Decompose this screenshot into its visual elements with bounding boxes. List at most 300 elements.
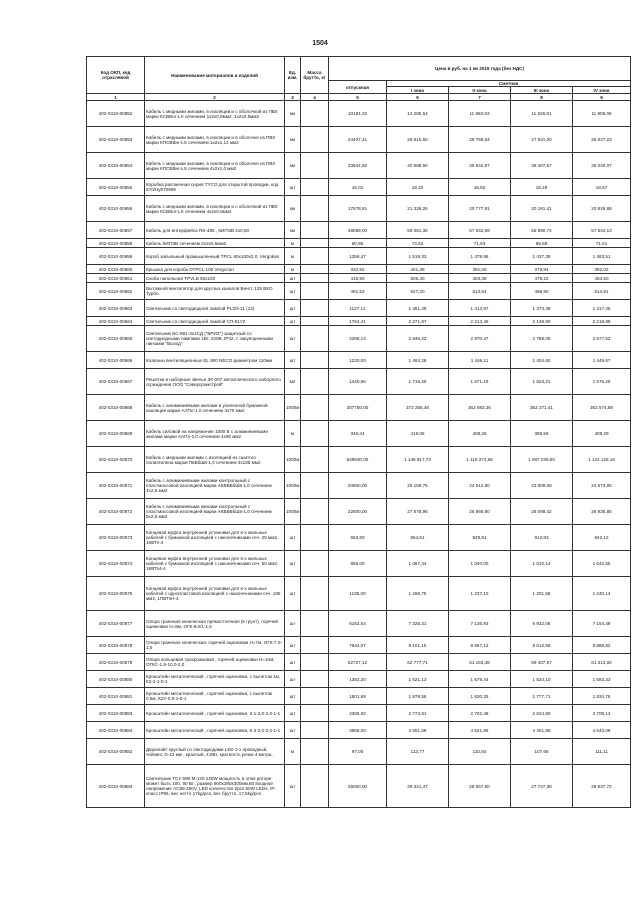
- price-zone-1: 864,51: [387, 525, 449, 551]
- table-row: [87, 179, 631, 196]
- price-zone-1: 1 148 917,72: [387, 447, 449, 473]
- price-zone-3: 1 010,14: [511, 551, 573, 577]
- price-zone-4: 514,91: [573, 283, 631, 300]
- table-row: [87, 127, 631, 153]
- price-release: 22800,00: [329, 499, 387, 525]
- price-zone-2: 362 683,36: [449, 395, 511, 421]
- item-code: 402-0310-00879: [87, 654, 145, 671]
- item-unit: шт: [285, 637, 301, 654]
- price-zone-1: 1 519,33: [387, 248, 449, 265]
- price-zone-3: 1 404,60: [511, 352, 573, 369]
- table-row: [87, 300, 631, 317]
- table-row: [87, 722, 631, 739]
- price-zone-4: 111,11: [573, 739, 631, 765]
- price-zone-3: 8 612,58: [511, 637, 573, 654]
- price-zone-1: 73,53: [387, 239, 449, 248]
- price-zone-4: 409,29: [573, 421, 631, 447]
- item-unit: шт: [285, 326, 301, 352]
- price-zone-3: 1 373,38: [511, 300, 573, 317]
- price-release: 16,02: [329, 179, 387, 196]
- table-row: [87, 705, 631, 722]
- price-zone-4: 1 583,33: [573, 671, 631, 688]
- item-unit: шт: [285, 671, 301, 688]
- price-release: 332,92: [329, 265, 387, 274]
- price-zone-4: 11 909,06: [573, 101, 631, 127]
- item-name: Кабель с медными жилами, в изоляции и в оболочке из ПВХ марки КПСВВнг-LS сечением 1х2х1,13 мм2: [145, 127, 285, 153]
- item-mass: [301, 127, 329, 153]
- header-price-title: Цена в руб. на 1 кв 2015 года (без НДС): [329, 57, 631, 81]
- item-code: 402-0310-00864: [87, 317, 145, 326]
- price-release: 60,95: [329, 239, 387, 248]
- item-mass: [301, 153, 329, 179]
- item-unit: шт: [285, 722, 301, 739]
- item-name: Кронштейн металлический , горячей оцинковки, с вылетом 1м, К2-1-1-0-1: [145, 671, 285, 688]
- price-release: 949830,00: [329, 447, 387, 473]
- price-zone-2: 7 136,93: [449, 611, 511, 637]
- price-zone-3: 1 777,71: [511, 688, 573, 705]
- item-mass: [301, 300, 329, 317]
- column-index: 7: [449, 94, 511, 101]
- item-name: Светильник TCУ 690 М-120 120W мощность в этом роторе может быть 100, 90 Вт., размер 900х390х300мм,80 входное напряжение AC85-250V, LED количество 2pcs 60W LEDs, IP-класс IP65, вес нетто 17kg/pcs, вес брутто. 17,5kg/pcs: [145, 765, 285, 808]
- column-index: 6: [387, 94, 449, 101]
- item-unit: шт: [285, 654, 301, 671]
- price-zone-1: 29 515,50: [387, 127, 449, 153]
- item-unit: шт: [285, 525, 301, 551]
- item-mass: [301, 577, 329, 611]
- item-mass: [301, 101, 329, 127]
- price-zone-2: 11 960,63: [449, 101, 511, 127]
- price-zone-4: 1 483,51: [573, 248, 631, 265]
- header-release: отпускная: [329, 81, 387, 94]
- table-row: [87, 196, 631, 222]
- item-name: Светильник БС-981-3х1СД ("БРИЗ") защитный со светодиодными лампами 1Вт, 220В, IP42, с закупоренными линзами "Выход": [145, 326, 285, 352]
- price-zone-4: 26 935,85: [573, 499, 631, 525]
- price-zone-1: 29 321,47: [387, 765, 449, 808]
- item-mass: [301, 421, 329, 447]
- item-code: 402-0310-00859: [87, 248, 145, 265]
- price-release: 3966,00: [329, 722, 387, 739]
- item-unit: шт: [285, 300, 301, 317]
- price-zone-1: 1 878,56: [387, 688, 449, 705]
- item-name: Кабель с алюминиевыми жилами контрольный с пластмассовой изоляцией марки АКВВБбШв-1,0 сечением 5х2,5 мм2: [145, 499, 285, 525]
- item-unit: м: [285, 265, 301, 274]
- price-zone-3: 59 407,57: [511, 654, 573, 671]
- item-name: Кабель с медными жилами, в изоляции и с оболочкой из ПВХ марки КСВВнг-LS сечением 1х2х0,8мм2, 1х2х0,5мм2: [145, 101, 285, 127]
- price-zone-4: 28 637,72: [573, 765, 631, 808]
- item-code: 402-0310-00855: [87, 179, 145, 196]
- price-zone-3: 27 931,00: [511, 127, 573, 153]
- price-release: 52727,12: [329, 654, 387, 671]
- price-release: 10184,32: [329, 101, 387, 127]
- price-release: 24407,41: [329, 127, 387, 153]
- item-mass: [301, 447, 329, 473]
- table-row: [87, 499, 631, 525]
- item-unit: шт: [285, 352, 301, 369]
- header-zone-1: I зона: [387, 87, 449, 94]
- item-code: 402-0310-00854: [87, 153, 145, 179]
- item-code: 402-0310-00877: [87, 611, 145, 637]
- price-zone-3: 18,29: [511, 179, 573, 196]
- table-row: [87, 239, 631, 248]
- item-name: Крышка для короба DTPCL 100 Vergocan: [145, 265, 285, 274]
- price-zone-1: 59 061,36: [387, 222, 449, 239]
- item-name: Кабель с медными жилами с изоляцией из сшитого полиэтилена марки ПвБбШв-1,0 сечением 4х185 мм2: [145, 447, 285, 473]
- price-zone-1: 1 269,75: [387, 577, 449, 611]
- table-row: [87, 671, 631, 688]
- item-name: Кабель с медными жилами, в изоляции и с оболочкой из ПВХ марки КСВВнг-LS сечением 4х2х0,8мм2: [145, 196, 285, 222]
- table-row: [87, 274, 631, 283]
- price-release: 955,00: [329, 551, 387, 577]
- price-zone-2: 39 542,87: [449, 153, 511, 179]
- price-release: 1127,12: [329, 300, 387, 317]
- price-release: 419,90: [329, 274, 387, 283]
- item-name: Кронштейн металлический , горячей оцинковки, К 1-2,0-2,0-1-1: [145, 705, 285, 722]
- item-mass: [301, 671, 329, 688]
- item-name: Концевая муфта внутренней установки для 4-х жильных кабелей с бумажной изоляцией с наконечниками сеч. 25 мм2, 1КВТп-4: [145, 525, 285, 551]
- item-mass: [301, 722, 329, 739]
- price-zone-2: 2 702,48: [449, 705, 511, 722]
- table-row: [87, 525, 631, 551]
- item-mass: [301, 222, 329, 239]
- table-row: [87, 317, 631, 326]
- header-unit: Ед. изм.: [285, 57, 301, 94]
- price-zone-4: 20 826,88: [573, 196, 631, 222]
- price-zone-2: 28 758,54: [449, 127, 511, 153]
- price-zone-4: 71,61: [573, 239, 631, 248]
- table-row: [87, 447, 631, 473]
- price-zone-2: 57 542,69: [449, 222, 511, 239]
- item-unit: км: [285, 127, 301, 153]
- price-zone-2: 20 777,91: [449, 196, 511, 222]
- table-row: [87, 473, 631, 499]
- item-name: Светильник со светодиодной лампой СП-51У2: [145, 317, 285, 326]
- price-zone-2: 1 830,25: [449, 688, 511, 705]
- table-row: [87, 283, 631, 300]
- item-unit: шт: [285, 317, 301, 326]
- price-release: 1440,66: [329, 369, 387, 395]
- item-code: 402-0310-00852: [87, 101, 145, 127]
- price-release: 1601,69: [329, 688, 387, 705]
- header-zone-2: II зона: [449, 87, 511, 94]
- price-zone-3: 55 890,74: [511, 222, 573, 239]
- price-zone-2: 391,06: [449, 265, 511, 274]
- item-code: 402-0310-00865: [87, 326, 145, 352]
- price-zone-1: 19,32: [387, 179, 449, 196]
- item-mass: [301, 395, 329, 421]
- item-code: 402-0310-00873: [87, 525, 145, 551]
- item-mass: [301, 326, 329, 352]
- price-zone-2: 1 237,10: [449, 577, 511, 611]
- table-row: [87, 637, 631, 654]
- price-zone-2: 4 531,96: [449, 722, 511, 739]
- item-code: 402-0310-00871: [87, 473, 145, 499]
- table-row: [87, 326, 631, 352]
- item-code: 402-0310-00872: [87, 499, 145, 525]
- item-unit: м: [285, 248, 301, 265]
- price-zone-4: 39 040,07: [573, 153, 631, 179]
- item-name: Светильник со светодиодной лампой PL3/3-11 (13): [145, 300, 285, 317]
- price-zone-2: 929,81: [449, 525, 511, 551]
- item-name: Вытяжной вентилятор для круглых каналов Вентс 125 ВКО Турбо.: [145, 283, 285, 300]
- price-zone-3: 23 809,08: [511, 473, 573, 499]
- item-code: 402-0310-00860: [87, 265, 145, 274]
- column-index: 9: [573, 94, 631, 101]
- item-mass: [301, 352, 329, 369]
- price-release: 1382,20: [329, 671, 387, 688]
- price-zone-2: 1 446,11: [449, 352, 511, 369]
- price-zone-1: 527,20: [387, 283, 449, 300]
- price-zone-1: 1 067,44: [387, 551, 449, 577]
- price-zone-1: 12 285,54: [387, 101, 449, 127]
- price-zone-3: 6 932,06: [511, 611, 573, 637]
- price-zone-4: 8 888,92: [573, 637, 631, 654]
- price-zone-4: 28 627,23: [573, 127, 631, 153]
- price-zone-3: 1 201,58: [511, 577, 573, 611]
- price-zone-4: 1 834,76: [573, 688, 631, 705]
- header-mass: Масса брутто, кг: [301, 57, 329, 94]
- item-name: Опора кольцевая трехрожковая , горячей оцинковки Н=10м, ОГКС-1,8-10.0-2,0: [145, 654, 285, 671]
- table-row: [87, 577, 631, 611]
- item-name: Опора граненая коническая, горячей оцинковки Н=7м, ОГК-7.0-1,5: [145, 637, 285, 654]
- price-zone-4: 1 122 126,16: [573, 447, 631, 473]
- table-row: [87, 739, 631, 765]
- price-release: 7644,07: [329, 637, 387, 654]
- header-name: Наименование материалов и изделий: [145, 57, 285, 94]
- item-name: Опора граненая коническая прямостоечная (в грунт), горячей оцинковки Н=8м, ОГК-6.0/1-1,5: [145, 611, 285, 637]
- price-zone-4: 494,60: [573, 274, 631, 283]
- item-mass: [301, 525, 329, 551]
- table-row: [87, 421, 631, 447]
- item-code: 402-0310-00870: [87, 447, 145, 473]
- table-row: [87, 369, 631, 395]
- item-unit: шт: [285, 179, 301, 196]
- price-zone-2: 493,38: [449, 274, 511, 283]
- price-release: 25000,00: [329, 765, 387, 808]
- item-code: 402-0310-00875: [87, 577, 145, 611]
- item-unit: м: [285, 421, 301, 447]
- price-zone-2: 2 870,47: [449, 326, 511, 352]
- item-unit: м2: [285, 369, 301, 395]
- price-zone-3: 2 788,06: [511, 326, 573, 352]
- price-zone-2: 1 119 374,66: [449, 447, 511, 473]
- price-zone-4: 2 218,89: [573, 317, 631, 326]
- price-zone-1: 40 588,50: [387, 153, 449, 179]
- item-mass: [301, 637, 329, 654]
- price-zone-1: 2 946,22: [387, 326, 449, 352]
- price-zone-1: 21 326,26: [387, 196, 449, 222]
- price-zone-2: 110,84: [449, 739, 511, 765]
- item-unit: 1000м: [285, 395, 301, 421]
- item-code: 402-0310-00856: [87, 196, 145, 222]
- price-zone-3: 1 623,21: [511, 369, 573, 395]
- price-release: 20800,00: [329, 473, 387, 499]
- price-zone-1: 1 621,13: [387, 671, 449, 688]
- price-release: 17678,61: [329, 196, 387, 222]
- price-zone-2: 28 567,50: [449, 765, 511, 808]
- price-release: 491,53: [329, 283, 387, 300]
- item-mass: [301, 611, 329, 637]
- price-zone-4: 18,67: [573, 179, 631, 196]
- price-zone-3: 27 747,38: [511, 765, 573, 808]
- table-row: [87, 654, 631, 671]
- price-zone-4: 2 877,52: [573, 326, 631, 352]
- price-release: 663,60: [329, 525, 387, 551]
- price-release: 346,44: [329, 421, 387, 447]
- price-zone-4: 1 417,45: [573, 300, 631, 317]
- item-unit: м: [285, 739, 301, 765]
- price-release: 1135,00: [329, 577, 387, 611]
- item-code: 402-0310-00863: [87, 300, 145, 317]
- price-zone-2: 1 671,19: [449, 369, 511, 395]
- price-zone-4: 4 543,09: [573, 722, 631, 739]
- item-mass: [301, 239, 329, 248]
- item-name: Кабель с алюминиевыми жилами в усиленной бумажной изоляции марки ААПл-1,0 сечением 4х70 мм2: [145, 395, 285, 421]
- price-zone-1: 506,40: [387, 274, 449, 283]
- item-code: 402-0310-00868: [87, 395, 145, 421]
- price-zone-2: 71,63: [449, 239, 511, 248]
- item-code: 402-0310-00883: [87, 705, 145, 722]
- price-release: 48689,00: [329, 222, 387, 239]
- item-unit: шт: [285, 705, 301, 722]
- price-zone-2: 8 867,12: [449, 637, 511, 654]
- item-unit: 1000м: [285, 499, 301, 525]
- price-zone-1: 9 101,15: [387, 637, 449, 654]
- price-zone-3: 379,84: [511, 265, 573, 274]
- table-row: [87, 395, 631, 421]
- page-number: 1504: [312, 40, 328, 47]
- price-zone-2: 1 579,44: [449, 671, 511, 688]
- price-zone-4: 24 573,05: [573, 473, 631, 499]
- item-unit: 1000м: [285, 473, 301, 499]
- price-release: 2365,00: [329, 705, 387, 722]
- item-name: Кабель для интерфейса RS-485 , КИПЭВ 2х0,60: [145, 222, 285, 239]
- price-zone-3: 26 098,42: [511, 499, 573, 525]
- price-zone-3: 1 087 239,50: [511, 447, 573, 473]
- price-zone-1: 2 271,87: [387, 317, 449, 326]
- item-mass: [301, 705, 329, 722]
- price-zone-4: 7 154,49: [573, 611, 631, 637]
- item-code: 402-0310-00858: [87, 239, 145, 248]
- item-mass: [301, 283, 329, 300]
- price-zone-4: 1 675,29: [573, 369, 631, 395]
- price-zone-2: 61 163,48: [449, 654, 511, 671]
- price-release: 6162,54: [329, 611, 387, 637]
- item-code: 402-0310-00874: [87, 551, 145, 577]
- item-mass: [301, 369, 329, 395]
- price-zone-3: 912,83: [511, 525, 573, 551]
- item-unit: шт: [285, 688, 301, 705]
- price-zone-2: 24 512,80: [449, 473, 511, 499]
- item-unit: км: [285, 153, 301, 179]
- column-index: 2: [145, 94, 285, 101]
- item-code: 402-0310-00862: [87, 283, 145, 300]
- price-zone-1: 401,38: [387, 265, 449, 274]
- price-zone-2: 26 869,80: [449, 499, 511, 525]
- column-index: 3: [285, 94, 301, 101]
- table-row: [87, 265, 631, 274]
- column-index-row: [87, 94, 631, 101]
- item-mass: [301, 688, 329, 705]
- item-unit: шт: [285, 577, 301, 611]
- price-zone-3: 38 407,67: [511, 153, 573, 179]
- item-code: 402-0310-00881: [87, 688, 145, 705]
- table-row: [87, 688, 631, 705]
- price-zone-1: 1 451,29: [387, 300, 449, 317]
- price-zone-4: 57 644,13: [573, 222, 631, 239]
- price-zone-2: 1 479,96: [449, 248, 511, 265]
- item-unit: шт: [285, 765, 301, 808]
- item-mass: [301, 499, 329, 525]
- price-zone-1: 62 777,71: [387, 654, 449, 671]
- price-zone-4: 392,02: [573, 265, 631, 274]
- item-code: 402-0310-00869: [87, 421, 145, 447]
- price-table: [86, 56, 631, 808]
- item-name: Коробка распаечная серия TYCO для открытой проводки, код 670/Ну670906: [145, 179, 285, 196]
- price-zone-4: 1 042,55: [573, 551, 631, 577]
- item-unit: м: [285, 239, 301, 248]
- item-unit: км: [285, 101, 301, 127]
- price-zone-3: 498,90: [511, 283, 573, 300]
- price-zone-1: 1 484,28: [387, 352, 449, 369]
- price-zone-3: 11 626,91: [511, 101, 573, 127]
- table-row: [87, 101, 631, 127]
- item-unit: шт: [285, 611, 301, 637]
- item-unit: км: [285, 196, 301, 222]
- price-release: 97,00: [329, 739, 387, 765]
- price-zone-1: 419,06: [387, 421, 449, 447]
- item-mass: [301, 473, 329, 499]
- table-row: [87, 611, 631, 637]
- header-estimate: Сметная: [387, 81, 631, 87]
- price-zone-3: 107,66: [511, 739, 573, 765]
- table-row: [87, 222, 631, 239]
- item-mass: [301, 551, 329, 577]
- item-code: 402-0310-00867: [87, 369, 145, 395]
- price-zone-4: 363 574,88: [573, 395, 631, 421]
- item-name: Кабель с алюминиевыми жилами контрольный с пластмассовой изоляцией марки АКВВБбШв-1,0 сечением 4х2,5 мм2: [145, 473, 285, 499]
- price-release: 1230,00: [329, 352, 387, 369]
- header-zone-4: IV зона: [573, 87, 631, 94]
- price-zone-3: 1 437,39: [511, 248, 573, 265]
- item-unit: шт: [285, 551, 301, 577]
- item-name: Кронштейн металлический , горячей оцинковки, с вылетом 0,5м, К2У-0,5-1-0-1: [145, 688, 285, 705]
- item-mass: [301, 248, 329, 265]
- item-mass: [301, 265, 329, 274]
- item-mass: [301, 179, 329, 196]
- item-name: Кабель КИПЭВ сечением 2х2х0,6мм2: [145, 239, 285, 248]
- item-name: Короб запыльный промышленный TPCL 60х100х2,0, Vergokan: [145, 248, 285, 265]
- header-zone-3: III зона: [511, 87, 573, 94]
- item-mass: [301, 317, 329, 326]
- price-release: 2288,14: [329, 326, 387, 352]
- price-zone-4: 2 709,13: [573, 705, 631, 722]
- item-name: Клапаны вентиляционные EL 900 NECO диаметром 110мм: [145, 352, 285, 369]
- price-zone-2: 408,28: [449, 421, 511, 447]
- column-index: 5: [329, 94, 387, 101]
- item-name: Концевая муфта внутренней установки для 4-х жильных кабелей с бумажной изоляцией с наконечниками сеч. 50 мм2, 1КВТп4-4: [145, 551, 285, 577]
- price-rows: [87, 101, 631, 808]
- price-zone-3: 2 624,90: [511, 705, 573, 722]
- table-row: [87, 765, 631, 808]
- item-name: Кабель силовой на напряжение 1000 В с алюминиевыми жилами марки ААПл-1,0 сечением 4х95 мм2: [145, 421, 285, 447]
- price-zone-1: 372 255,48: [387, 395, 449, 421]
- price-zone-2: 1 413,97: [449, 300, 511, 317]
- item-unit: шт: [285, 274, 301, 283]
- item-name: Концевая муфта внутренней установки для 4-х жильных кабелей с однопластовой изоляцией с наконечниками сеч. 185 мм2, 1ПВТпН-4: [145, 577, 285, 611]
- item-name: Кабель с медными жилами, в изоляции и в оболочке из ПВХ марки КПСВВнг-LS сечением 4х2х1,0 мм2: [145, 153, 285, 179]
- item-code: 402-0310-00878: [87, 637, 145, 654]
- price-zone-1: 25 159,75: [387, 473, 449, 499]
